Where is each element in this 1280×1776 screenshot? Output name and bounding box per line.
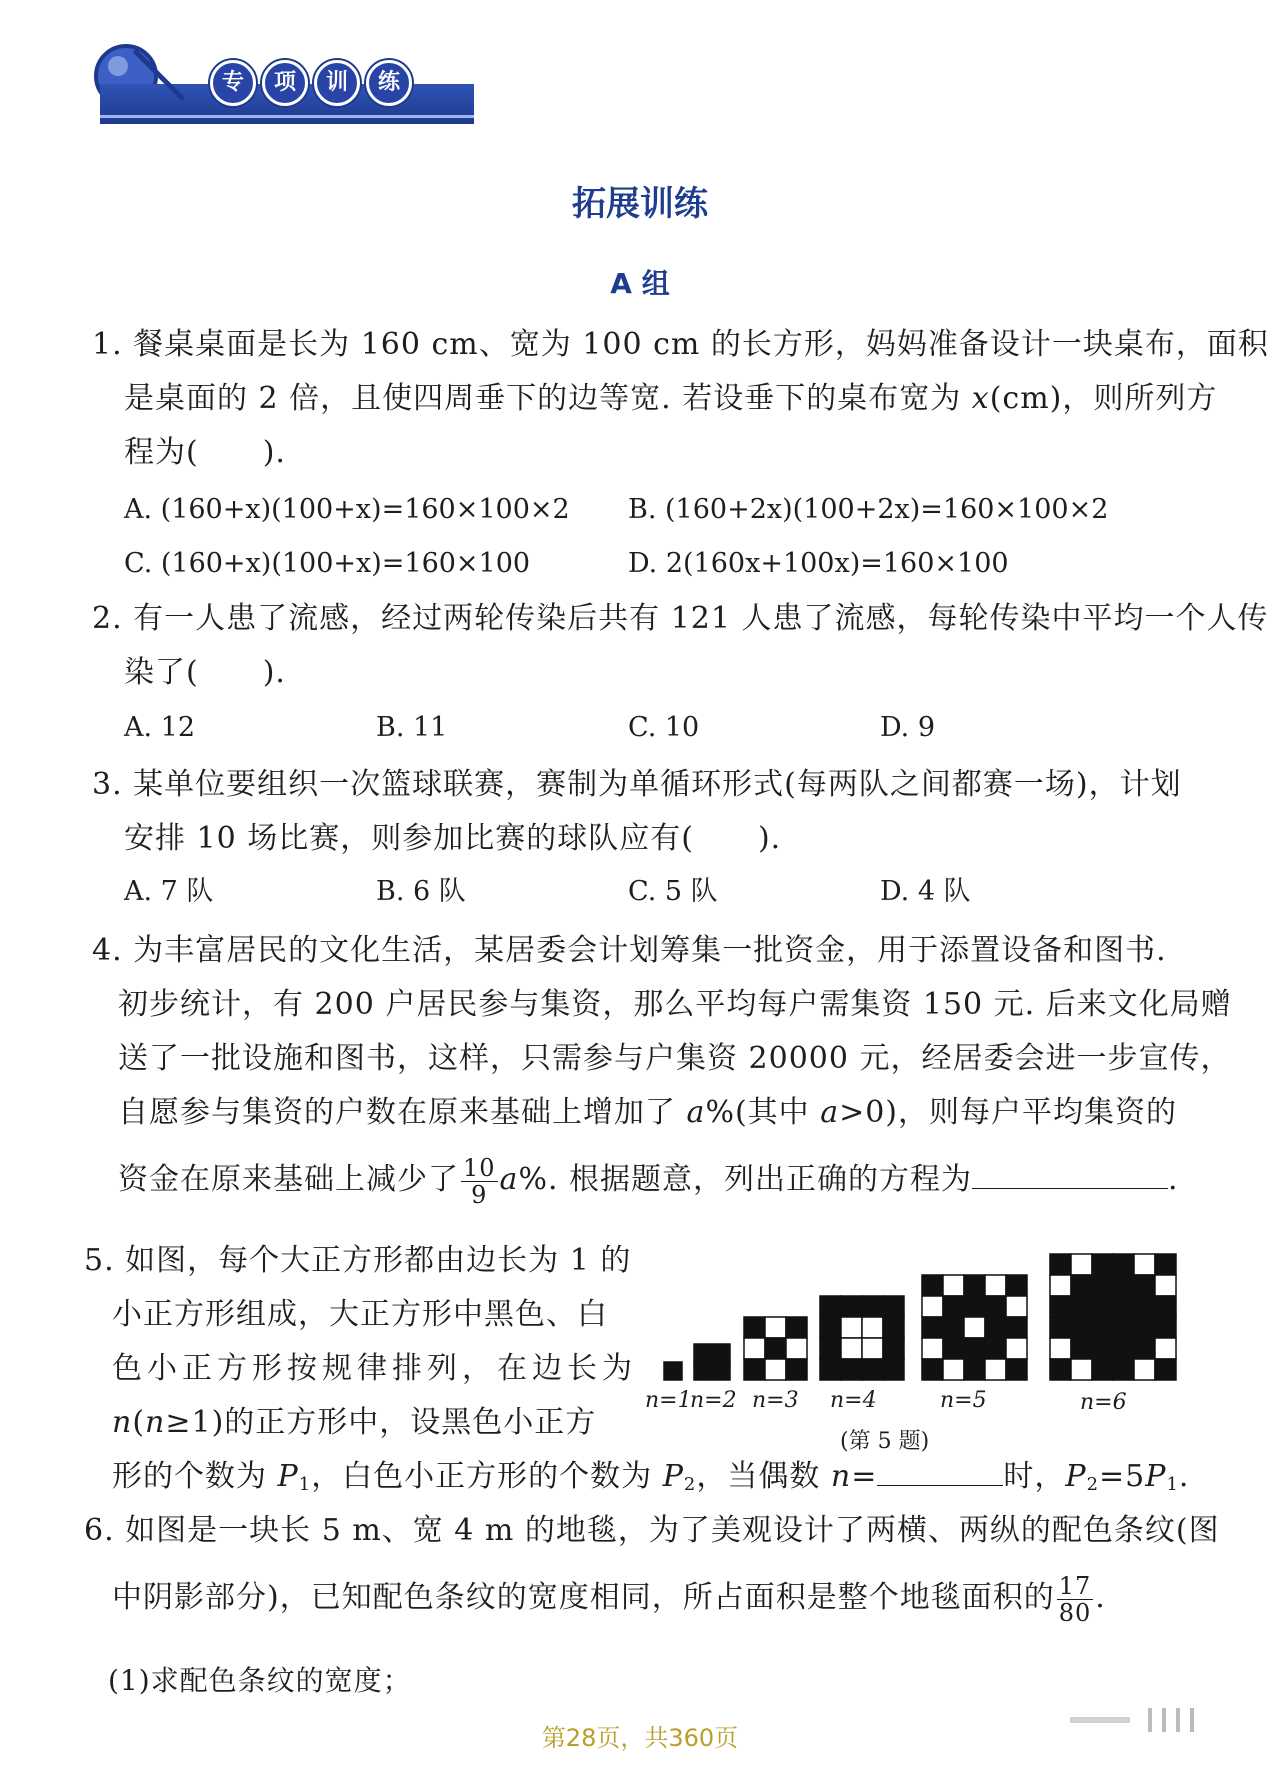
q2-line-2: 染了( ). [124,655,286,690]
pattern-cell [786,1317,807,1338]
banner-char-4: 练 [366,60,412,106]
pattern-cell [1134,1359,1155,1380]
page-edge-icon [1060,1700,1240,1740]
q1-line-1: 1. 餐桌桌面是长为 160 cm、宽为 100 cm 的长方形，妈妈准备设计一块桌布，面积 [92,327,1269,362]
pattern-cell [1155,1359,1176,1380]
pattern-cell [820,1338,841,1359]
q1-option-c: C. (160+x)(100+x)=160×100 [124,548,531,579]
page-footer: 第28页，共360页 [541,1724,739,1752]
pattern-cell [1006,1275,1027,1296]
pattern-cell [1071,1275,1092,1296]
pattern-cell [862,1338,883,1359]
q5-line-1: 5. 如图，每个大正方形都由边长为 1 的 [84,1243,632,1278]
pattern-cell [1155,1275,1176,1296]
pattern-cell [964,1338,985,1359]
pattern-cell [985,1338,1006,1359]
pattern-cell [922,1338,943,1359]
pattern-cell [1071,1338,1092,1359]
q5-line-5: 形的个数为 $P_1$，白色小正方形的个数为 $P_2$，当偶数 n= 时，$P_2=5P_1$. [112,1459,1190,1495]
q3-option-d: D. 4 队 [880,876,971,907]
pattern-square-n3 [744,1317,807,1380]
pattern-cell [1006,1359,1027,1380]
pattern-cell [943,1359,964,1380]
pattern-cell [943,1296,964,1317]
pattern-cell [1071,1254,1092,1275]
q1-option-d: D. 2(160x+100x)=160×100 [628,548,1009,579]
q3-line-1: 3. 某单位要组织一次篮球联赛，赛制为单循环形式(每两队之间都赛一场)，计划 [92,767,1182,802]
page-title: 拓展训练 [572,184,708,224]
q2-option-b: B. 11 [376,712,448,743]
pattern-cell [1071,1359,1092,1380]
q6-sub-question-1: (1)求配色条纹的宽度； [108,1664,412,1697]
pattern-cell [1134,1338,1155,1359]
pattern-square-n4 [820,1296,904,1380]
q2-line-1: 2. 有一人患了流感，经过两轮传染后共有 121 人患了流感，每轮传染中平均一个人传 [92,601,1269,636]
pattern-cell [883,1359,904,1380]
pattern-cell [1071,1296,1092,1317]
q5-line-3: 色小正方形按规律排列，在边长为 [112,1351,637,1386]
pattern-cell [1155,1317,1176,1338]
pattern-cell [964,1317,985,1338]
pattern-cell [841,1317,862,1338]
q4-line-1: 4. 为丰富居民的文化生活，某居委会计划筹集一批资金，用于添置设备和图书. [92,933,1167,968]
pattern-cell [1155,1338,1176,1359]
q4-fraction: $\frac{10}{9}$ [463,1153,496,1209]
pattern-cell [922,1296,943,1317]
banner-char-2: 项 [262,60,308,106]
pattern-cell [765,1359,786,1380]
pattern-cell [1050,1338,1071,1359]
q6-line-1: 6. 如图是一块长 5 m、宽 4 m 的地毯，为了美观设计了两横、两纵的配色条纹(图 [84,1513,1220,1548]
pattern-cell [985,1275,1006,1296]
pattern-cell [1155,1296,1176,1317]
pattern-cell [1134,1317,1155,1338]
pattern-cell [943,1275,964,1296]
pattern-cell [1092,1338,1113,1359]
pattern-cell [1050,1317,1071,1338]
pattern-cell [694,1344,712,1362]
pattern-cell [922,1275,943,1296]
pattern-cell [1113,1317,1134,1338]
q1-line-2: 是桌面的 2 倍，且使四周垂下的边等宽. 若设垂下的桌布宽为 x(cm)，则所列方 [124,381,1218,416]
banner-char-1: 专 [210,60,256,106]
pattern-cell [1113,1254,1134,1275]
pattern-cell [712,1344,730,1362]
pattern-cell [922,1317,943,1338]
q4-answer-blank[interactable] [972,1164,1168,1189]
pattern-cell [765,1317,786,1338]
pattern-cell [1050,1275,1071,1296]
pattern-square-n1 [664,1362,682,1380]
pattern-cell [1092,1296,1113,1317]
q1-option-b: B. (160+2x)(100+2x)=160×100×2 [628,494,1109,525]
pattern-cell [786,1338,807,1359]
q6-fraction: $\frac{17}{80}$ [1058,1571,1092,1627]
q4-line-2: 初步统计，有 200 户居民参与集资，那么平均每户需集资 150 元. 后来文化局赠 [118,987,1232,1022]
pattern-cell [1134,1254,1155,1275]
pattern-cell [1006,1338,1027,1359]
pattern-cell [1113,1338,1134,1359]
pattern-square-n5 [922,1275,1027,1380]
pattern-cell [1050,1359,1071,1380]
q4-line-5: 资金在原来基础上减少了 $\frac{10}{9}$ a%. 根据题意，列出正确的方程为 . [118,1153,1179,1209]
q3-option-b: B. 6 队 [376,876,466,907]
q5-figure [640,1240,1200,1460]
pattern-cell [964,1275,985,1296]
pattern-cell [862,1317,883,1338]
pattern-cell [765,1338,786,1359]
q5-answer-blank[interactable] [877,1461,1003,1486]
pattern-cell [712,1362,730,1380]
q2-option-c: C. 10 [628,712,700,743]
pattern-cell [943,1338,964,1359]
pattern-cell [1092,1275,1113,1296]
pattern-cell [862,1359,883,1380]
q6-line-2: 中阴影部分)，已知配色条纹的宽度相同，所占面积是整个地毯面积的 $\frac{17}{80}$ . [112,1571,1106,1627]
pattern-cell [943,1317,964,1338]
pattern-cell [883,1296,904,1317]
pattern-cell [1006,1296,1027,1317]
q1-option-a: A. (160+x)(100+x)=160×100×2 [124,494,570,525]
pattern-cell [820,1296,841,1317]
pattern-square-n6 [1050,1254,1176,1380]
banner-char-3: 训 [314,60,360,106]
pattern-cell [883,1338,904,1359]
pattern-cell [786,1359,807,1380]
q3-option-c: C. 5 队 [628,876,718,907]
pattern-cell [841,1338,862,1359]
pattern-cell [820,1317,841,1338]
pattern-cell [1134,1275,1155,1296]
pattern-cell [744,1317,765,1338]
pattern-cell [1071,1317,1092,1338]
fig-label-n6: n=6 [1080,1390,1127,1415]
figure-caption: (第 5 题) [840,1429,930,1454]
q2-option-a: A. 12 [124,712,196,743]
pattern-cell [922,1359,943,1380]
pattern-cell [964,1296,985,1317]
pattern-cell [985,1296,1006,1317]
q3-line-2: 安排 10 场比赛，则参加比赛的球队应有( ). [124,821,782,856]
pattern-cell [1113,1296,1134,1317]
q4-line-3: 送了一批设施和图书，这样，只需参与户集资 20000 元，经居委会进一步宣传， [118,1041,1232,1076]
pattern-cell [964,1359,985,1380]
pattern-cell [1113,1359,1134,1380]
q5-line-2: 小正方形组成，大正方形中黑色、白 [112,1297,608,1332]
pattern-cell [883,1317,904,1338]
fig-label-n2: n=2 [690,1388,737,1413]
pattern-cell [1113,1275,1134,1296]
pattern-cell [985,1317,1006,1338]
group-title: A 组 [610,267,670,300]
q5-line-4: n(n≥1)的正方形中，设黑色小正方 [112,1405,597,1440]
fig-label-n1: n=1 [645,1388,692,1413]
fig-label-n4: n=4 [830,1388,877,1413]
pattern-cell [1155,1254,1176,1275]
pattern-cell [744,1359,765,1380]
pattern-cell [1092,1359,1113,1380]
pattern-cell [744,1338,765,1359]
pattern-cell [820,1359,841,1380]
section-banner [0,0,520,150]
pattern-cell [1092,1254,1113,1275]
pattern-cell [862,1296,883,1317]
pattern-cell [985,1359,1006,1380]
q4-line-4: 自愿参与集资的户数在原来基础上增加了 a%(其中 a>0)，则每户平均集资的 [118,1095,1178,1130]
pattern-cell [1092,1317,1113,1338]
pattern-cell [1050,1254,1071,1275]
fig-label-n3: n=3 [752,1388,799,1413]
pattern-cell [1050,1296,1071,1317]
q2-option-d: D. 9 [880,712,936,743]
pattern-cell [841,1359,862,1380]
q3-option-a: A. 7 队 [124,876,214,907]
pattern-cell [694,1362,712,1380]
pen-icon [130,46,190,106]
pattern-cell [1006,1317,1027,1338]
q1-line-3: 程为( ). [124,435,286,470]
pattern-cell [1134,1296,1155,1317]
fig-label-n5: n=5 [940,1388,987,1413]
pattern-square-n2 [694,1344,730,1380]
pattern-cell [664,1362,682,1380]
pattern-cell [841,1296,862,1317]
